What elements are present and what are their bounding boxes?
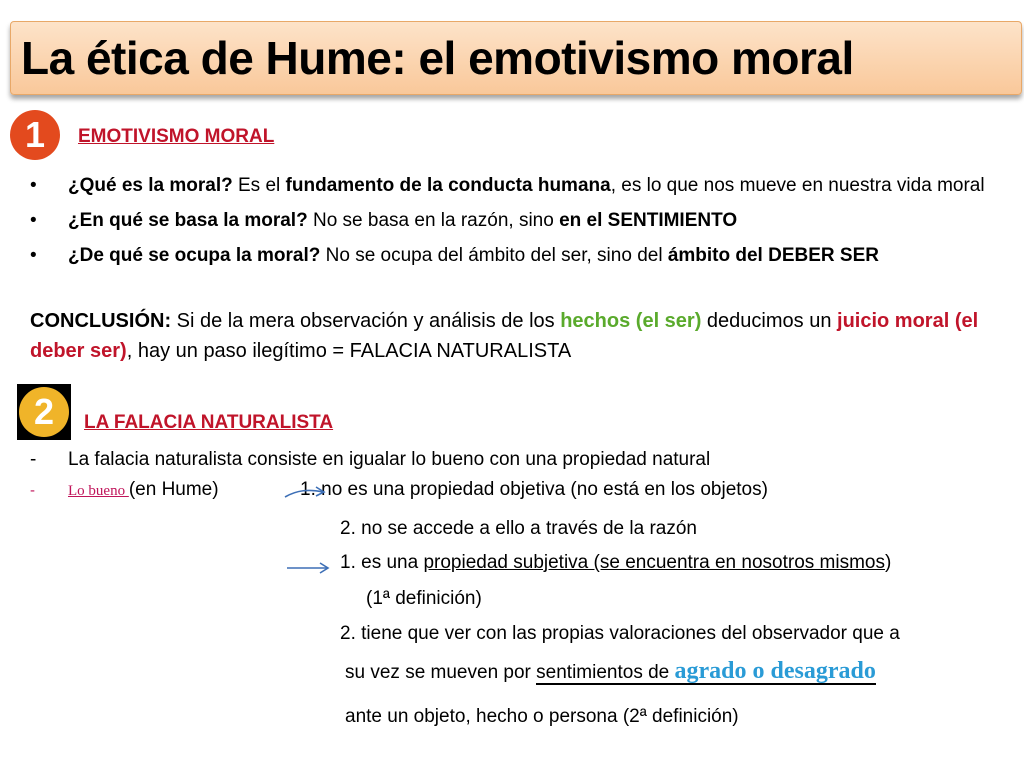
bullet-question: ¿En qué se basa la moral? [68, 210, 308, 231]
bullet-item [30, 207, 1000, 234]
subjective-underlined: propiedad subjetiva (se encuentra en nosotros mismos [423, 552, 885, 573]
section-2-number: 2 [19, 387, 69, 437]
conclusion-text: Si de la mera observación y análisis de los [171, 310, 561, 332]
section-2-heading: LA FALACIA NATURALISTA [84, 412, 334, 433]
sentimientos-underlined [536, 658, 876, 685]
falacia-text: La falacia naturalista consiste en igualar lo bueno con una propiedad natural [68, 449, 711, 470]
conclusion-text: , hay un paso ilegítimo = FALACIA NATURALISTA [126, 340, 572, 362]
conclusion-label: CONCLUSIÓN: [30, 310, 172, 332]
bullet-item [30, 242, 1000, 269]
bullet-text: , es lo que nos mueve en nuestra vida moral [610, 175, 985, 196]
section-1-bullets [30, 172, 1000, 277]
bullet-marker: • [30, 175, 37, 196]
hechos-highlight: hechos (el ser) [560, 310, 702, 332]
subjective-text: su vez se mueven por [345, 662, 537, 683]
bullet-bold: fundamento de la conducta humana [285, 175, 611, 196]
bullet-question: ¿Qué es la moral? [68, 175, 233, 196]
bullet-marker: • [30, 210, 37, 231]
subjective-text: 1. es una [340, 552, 424, 573]
page-title: La ética de Hume: el emotivismo moral [21, 32, 854, 84]
subjective-text: ) [884, 552, 892, 573]
bullet-item [30, 172, 1000, 199]
sentimientos-text: sentimientos de [536, 662, 675, 683]
subjective-point-2: 2. tiene que ver con las propias valoraciones del observador que a [340, 623, 900, 644]
title-bar [10, 21, 1022, 95]
lo-bueno-link[interactable]: Lo bueno [68, 483, 129, 499]
section-2-badge [17, 384, 71, 440]
agrado-highlight: agrado o desagrado [674, 658, 876, 684]
bullet-bold: ámbito del DEBER SER [667, 245, 879, 266]
subjective-point-3 [345, 658, 876, 685]
objective-point-1: 1. no es una propiedad objetiva (no está en los objetos) [300, 479, 768, 500]
section-1-heading: EMOTIVISMO MORAL [78, 126, 275, 147]
bullet-text: No se basa en la razón, sino [307, 210, 560, 231]
arrow-icon [283, 484, 327, 500]
bullet-text: No se ocupa del ámbito del ser, sino del [320, 245, 668, 266]
arrow-icon [285, 562, 331, 574]
conclusion-text: deducimos un [701, 310, 838, 332]
falacia-definition [30, 449, 710, 471]
lo-bueno-line [30, 479, 219, 501]
subjective-point-1 [340, 552, 891, 574]
bullet-question: ¿De qué se ocupa la moral? [68, 245, 321, 266]
bullet-bold: en el SENTIMIENTO [559, 210, 738, 231]
section-1-badge: 1 [10, 110, 60, 160]
bullet-marker: • [30, 245, 37, 266]
conclusion [30, 306, 1005, 366]
bullet-text: Es el [232, 175, 286, 196]
dash-marker: - [30, 482, 35, 499]
juicio-highlight: juicio moral (el deber ser) [30, 310, 979, 362]
dash-marker: - [30, 449, 37, 470]
objective-point-2: 2. no se accede a ello a través de la razón [340, 518, 698, 539]
second-definition-line: ante un objeto, hecho o persona (2ª definición) [345, 706, 739, 727]
first-definition-label: (1ª definición) [366, 588, 482, 609]
en-hume-text: (en Hume) [128, 479, 219, 500]
